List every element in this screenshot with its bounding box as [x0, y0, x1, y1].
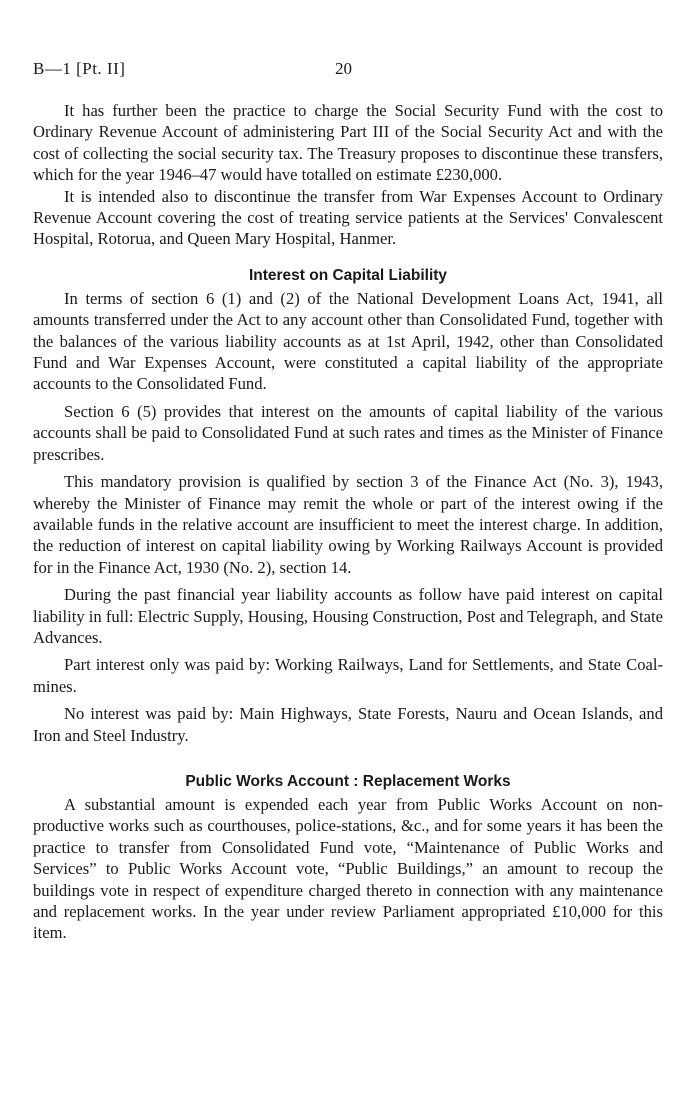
- paragraph-section-6-5: Section 6 (5) provides that interest on the amounts of capital liability of the various accounts shall be paid to Consolidated Fund at such rates and times as the Minister of Finance prescribes.: [33, 401, 663, 464]
- paragraph-replacement-works: A substantial amount is expended each year from Public Works Account on non-productive works such as courthouses, police-stations, &c., and for some years it has been the practice to transfer from Consolidated Fund vote, “Maintenance of Public Works and Services” to Public Works Account vote, “Public Buildings,” an amount to recoup the buildings vote in respect of expenditure charged thereto in connection with any maintenance and replacement works. In the year under review Parliament appropriated £10,000 for this item.: [33, 794, 663, 943]
- heading-public-works-account: Public Works Account : Replacement Works: [185, 772, 511, 790]
- paragraph-loans-act: In terms of section 6 (1) and (2) of the National Development Loans Act, 1941, all amounts transferred under the Act to any account other than Consolidated Fund, together with the balances of the various liability accounts as at 1st April, 1942, other than Consolidated Fund and War Expenses Account, were constituted a capital liability of the appropriate accounts to the Consolidated Fund.: [33, 288, 663, 394]
- paragraph-part-interest: Part interest only was paid by: Working Railways, Land for Settlements, and State Coal-mines.: [33, 655, 663, 696]
- document-body: [33, 100, 663, 944]
- paragraph-war-expenses-transfer: It is intended also to discontinue the transfer from War Expenses Account to Ordinary Revenue Account covering the cost of treating service patients at the Services' Convalescent Hospital, Rotorua, and Queen Mary Hospital, Hanmer.: [33, 186, 663, 249]
- paragraph-social-security-transfers: It has further been the practice to charge the Social Security Fund with the cost to Ordinary Revenue Account of administering Part III of the Social Security Act and with the cost of collecting the social security tax. The Treasury proposes to discontinue these transfers, which for the year 1946–47 would have totalled on estimate £230,000.: [33, 101, 663, 185]
- heading-interest-on-capital-liability: Interest on Capital Liability: [248, 266, 448, 284]
- page-number: 20: [335, 59, 352, 78]
- paragraph-paid-in-full: During the past financial year liability accounts as follow have paid interest on capital liability in full: Electric Supply, Housing, Housing Construction, Post and Telegraph, and State Advances.: [33, 585, 663, 647]
- document-reference: B—1 [Pt. II]: [33, 59, 126, 78]
- running-head: [33, 58, 667, 80]
- paragraph-no-interest: No interest was paid by: Main Highways, State Forests, Nauru and Ocean Islands, and Iron and Steel Industry.: [33, 704, 663, 745]
- paragraph-mandatory-provision: This mandatory provision is qualified by section 3 of the Finance Act (No. 3), 1943, whereby the Minister of Finance may remit the whole or part of the interest owing if the available funds in the relative account are insufficient to meet the interest charge. In addition, the reduction of interest on capital liability owing by Working Railways Account is provided for in the Finance Act, 1930 (No. 2), section 14.: [33, 472, 663, 577]
